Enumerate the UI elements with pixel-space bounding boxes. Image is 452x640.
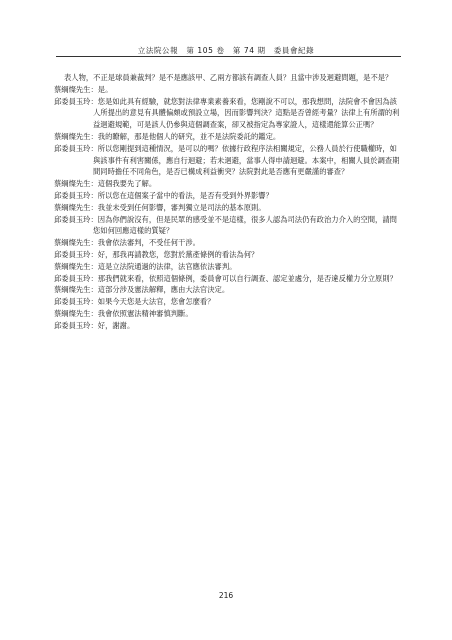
transcript-paragraph: 邱委員玉玲：那我們就來看，依照這個條例，委員會可以自行調查、認定並處分，是否違反權力分立原則？ <box>54 273 397 283</box>
page-number: 216 <box>218 591 234 600</box>
transcript-paragraph: 邱委員玉玲：因為你們說沒有，但是民眾的感受並不是這樣，很多人認為司法仍有政治力介入的空間，請問您如何回應這樣的質疑？ <box>54 214 397 236</box>
transcript-paragraph: 蔡綱燦先生：這部分涉及憲法解釋，應由大法官決定。 <box>54 285 230 295</box>
transcript-paragraph: 蔡綱燦先生：這個我要先了解。 <box>54 179 157 189</box>
transcript-paragraph: 邱委員玉玲：好，那我再請教您，您對於黨產條例的看法為何？ <box>54 249 259 259</box>
transcript-paragraph: 蔡綱燦先生：這是立法院通過的法律，法官應依法審判。 <box>54 261 237 271</box>
transcript-paragraph: 表人物，不正是球員兼裁判？是不是應該甲、乙兩方都該有調查人員？且當中涉及迴避問題，是不是？ <box>64 73 393 82</box>
page-header: 立法院公報 第 105 卷 第 74 期 委員會紀錄 <box>137 46 315 55</box>
transcript-paragraph: 邱委員玉玲：所以您在這個案子當中的看法，是否有受到外界影響？ <box>54 190 273 200</box>
transcript-paragraph: 蔡綱燦先生：我並未受到任何影響，審判獨立是司法的基本原則。 <box>54 202 266 212</box>
transcript-paragraph: 蔡綱燦先生：我的瞭解，那是他個人的研究，並不是法院委託的鑑定。 <box>54 131 281 141</box>
transcript-paragraph: 邱委員玉玲：您是如此具有經驗，就您對法律專業素養來看，您剛說不可以，那我想問，法院會不會因為該人所提出的意見有具體偏頗或預設立場，因而影響判決？這點是否曾經考量？法律上有所謂的利益迴避規範，可是該人仍參與這個調查案，卻又被指定為專家證人，這樣還能算公正嗎？ <box>54 96 400 130</box>
transcript-paragraph: 蔡綱燦先生：是。 <box>54 84 113 94</box>
header-rule <box>56 56 401 57</box>
transcript-paragraph: 蔡綱燦先生：我會依照憲法精神審慎判斷。 <box>54 308 193 318</box>
transcript-paragraph: 邱委員玉玲：所以您剛提到這種情況，是可以的嗎？依據行政程序法相關規定，公務人員於行使職權時，如與該事件有利害關係，應自行迴避；若未迴避，當事人得申請迴避。本案中，相關人員於調查期間同時擔任不同角色，是否已構成利益衝突？法院對此是否應有更嚴謹的審查？ <box>54 143 400 177</box>
transcript-paragraph: 邱委員玉玲：好，謝謝。 <box>54 320 135 330</box>
transcript-paragraph: 蔡綱燦先生：我會依法審判，不受任何干涉。 <box>54 238 200 248</box>
transcript-paragraph: 邱委員玉玲：如果今天您是大法官，您會怎麼看？ <box>54 297 215 307</box>
transcript-body <box>54 72 404 332</box>
